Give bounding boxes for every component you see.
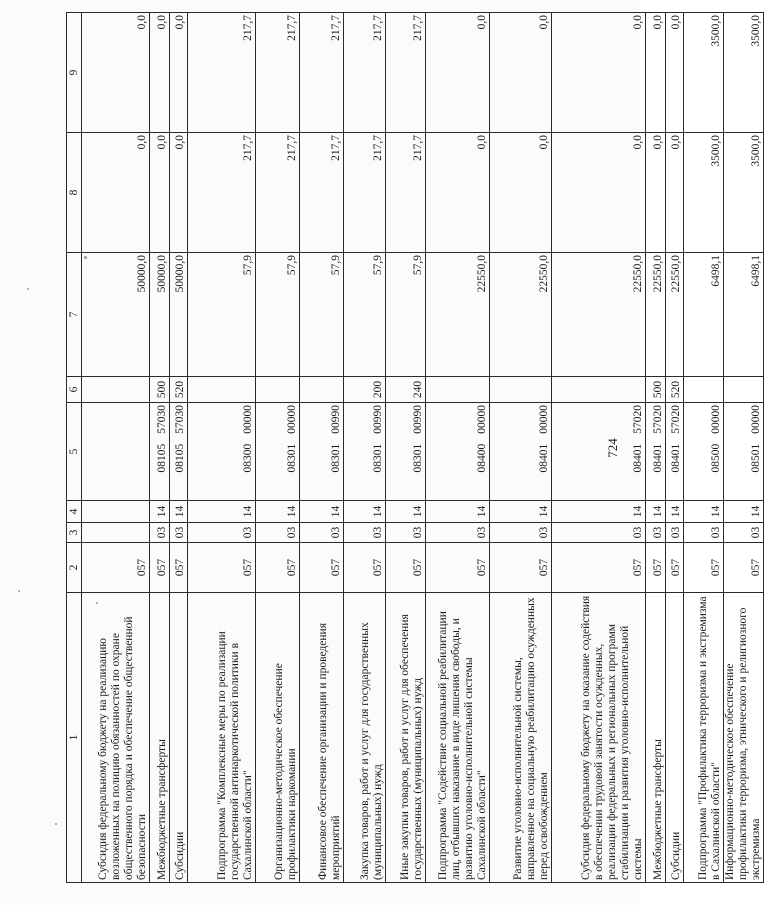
direction-code: 00000	[710, 405, 722, 434]
col-8-value: 0,0	[490, 133, 552, 253]
col-3-value: 03	[666, 523, 684, 543]
scan-speck	[55, 823, 57, 825]
target-article	[82, 403, 150, 501]
col-8-value: 0,0	[170, 133, 188, 253]
col-2-value: 057	[256, 543, 300, 593]
col-4-value: 14	[386, 501, 426, 523]
table-row	[490, 13, 552, 883]
direction-code: 00000	[242, 405, 254, 434]
col-3-value: 03	[188, 523, 256, 543]
direction-code: 00990	[412, 405, 424, 434]
col-9-value: 217,7	[300, 13, 344, 133]
col-9-value: 3500,0	[684, 13, 724, 133]
row-name: Информационно-методическое обеспечение профилактики терроризма, этнического и религиозного экстремизма	[724, 593, 764, 883]
col-2-value: 057	[82, 543, 150, 593]
program-code: 08105	[156, 443, 168, 473]
col-7-value: 57,9	[300, 253, 344, 377]
col-9-value: 0,0	[150, 13, 170, 133]
target-article	[490, 403, 552, 501]
row-name: Организационно-методическое обеспечение профилактики наркомании	[256, 593, 300, 883]
program-code: 08501	[750, 443, 762, 473]
col-4-value: 14	[300, 501, 344, 523]
col-2-value: 057	[188, 543, 256, 593]
col-7-value: 50000,0	[170, 253, 188, 377]
col-9-value: 0,0	[426, 13, 490, 133]
col-4-value: 14	[552, 501, 646, 523]
direction-code: 00000	[538, 405, 550, 434]
col-7-value: 22550,0	[490, 253, 552, 377]
col-9-value: 0,0	[82, 13, 150, 133]
col-6-value: 200	[344, 377, 386, 403]
row-name: Межбюджетные трансферты	[150, 593, 170, 883]
col-8-value: 217,7	[256, 133, 300, 253]
direction-code: 00990	[330, 405, 342, 434]
target-article	[646, 403, 666, 501]
col-3-value: 03	[150, 523, 170, 543]
col-header: 4	[67, 501, 82, 523]
table-row	[646, 13, 666, 883]
col-9-value: 0,0	[490, 13, 552, 133]
row-name: Субсидия федеральному бюджету на реализацию возложенных на полицию обязанностей по охране общественного порядка и обеспечение общественной безопасности	[82, 593, 150, 883]
scan-speck	[18, 590, 20, 592]
direction-code: 00990	[372, 405, 384, 434]
col-2-value: 057	[646, 543, 666, 593]
col-4-value: 14	[188, 501, 256, 523]
col-7-value: 50000,0	[150, 253, 170, 377]
target-article	[386, 403, 426, 501]
direction-code: 00000	[750, 405, 762, 434]
col-8-value: 217,7	[188, 133, 256, 253]
row-name: Субсидии	[170, 593, 188, 883]
program-code: 08500	[710, 443, 722, 473]
target-article	[170, 403, 188, 501]
col-4-value: 14	[666, 501, 684, 523]
direction-code: 57030	[174, 405, 186, 434]
target-article	[666, 403, 684, 501]
col-3-value: 03	[256, 523, 300, 543]
direction-code: 57020	[632, 405, 644, 434]
col-4-value	[82, 501, 150, 523]
col-3-value	[82, 523, 150, 543]
row-name: Межбюджетные трансферты	[646, 593, 666, 883]
program-code: 08301	[286, 443, 298, 473]
target-article	[552, 403, 646, 501]
scan-speck	[84, 256, 87, 259]
table-row	[666, 13, 684, 883]
col-header: 2	[67, 543, 82, 593]
row-name: Подпрограмма "Содействие социальной реабилитации лиц, отбывших наказание в виде лишения свободы, и развитию уголовно-исполнительной системы Сахалинской области"	[426, 593, 490, 883]
direction-code: 00000	[286, 405, 298, 434]
col-3-value: 03	[386, 523, 426, 543]
col-8-value: 0,0	[646, 133, 666, 253]
col-8-value: 0,0	[666, 133, 684, 253]
col-8-value: 0,0	[426, 133, 490, 253]
table-row	[684, 13, 724, 883]
table-row	[150, 13, 170, 883]
col-6-value	[724, 377, 764, 403]
table-row	[724, 13, 764, 883]
scan-speck	[96, 602, 98, 604]
col-9-value: 217,7	[344, 13, 386, 133]
col-8-value: 217,7	[300, 133, 344, 253]
program-code: 08300	[242, 443, 254, 473]
col-header: 3	[67, 523, 82, 543]
table-body	[82, 13, 764, 883]
row-name: Иные закупки товаров, работ и услуг для обеспечения государственных (муниципальных) нужд	[386, 593, 426, 883]
target-article	[300, 403, 344, 501]
col-4-value: 14	[256, 501, 300, 523]
table-row	[344, 13, 386, 883]
col-7-value: 22550,0	[666, 253, 684, 377]
col-9-value: 217,7	[188, 13, 256, 133]
col-8-value: 217,7	[386, 133, 426, 253]
col-7-value: 57,9	[344, 253, 386, 377]
col-4-value: 14	[170, 501, 188, 523]
row-name: Закупка товаров, работ и услуг для государственных (муниципальных) нужд	[344, 593, 386, 883]
col-6-value: 500	[646, 377, 666, 403]
col-4-value: 14	[344, 501, 386, 523]
target-article	[684, 403, 724, 501]
col-header: 5	[67, 403, 82, 501]
col-9-value: 3500,0	[724, 13, 764, 133]
col-7-value: 57,9	[256, 253, 300, 377]
col-8-value: 0,0	[82, 133, 150, 253]
col-6-value	[426, 377, 490, 403]
direction-code: 57020	[670, 405, 682, 434]
col-8-value: 217,7	[344, 133, 386, 253]
col-4-value: 14	[684, 501, 724, 523]
program-code: 08401	[632, 443, 644, 473]
table-row	[300, 13, 344, 883]
row-name: Развитие уголовно-исполнительной системы, направленное на социальную реабилитацию осужденных перед освобождением	[490, 593, 552, 883]
col-6-value	[300, 377, 344, 403]
col-9-value: 0,0	[666, 13, 684, 133]
table-row	[188, 13, 256, 883]
col-4-value: 14	[646, 501, 666, 523]
col-6-value	[256, 377, 300, 403]
table-row	[82, 13, 150, 883]
col-7-value: 57,9	[386, 253, 426, 377]
col-header: 7	[67, 253, 82, 377]
program-code: 08401	[538, 443, 550, 473]
target-article	[256, 403, 300, 501]
col-6-value	[188, 377, 256, 403]
col-7-value: 50000,0	[82, 253, 150, 377]
col-8-value: 3500,0	[724, 133, 764, 253]
col-3-value: 03	[300, 523, 344, 543]
col-8-value: 3500,0	[684, 133, 724, 253]
col-6-value	[552, 377, 646, 403]
col-2-value: 057	[344, 543, 386, 593]
page-number: 724	[605, 438, 620, 458]
col-7-value: 22550,0	[552, 253, 646, 377]
col-header: 1	[67, 593, 82, 883]
col-2-value: 057	[552, 543, 646, 593]
target-article	[344, 403, 386, 501]
program-code: 08401	[652, 443, 664, 473]
col-2-value: 057	[490, 543, 552, 593]
direction-code: 57030	[156, 405, 168, 434]
row-name: Финансовое обеспечение организации и проведения мероприятий	[300, 593, 344, 883]
col-9-value: 0,0	[646, 13, 666, 133]
col-2-value: 057	[170, 543, 188, 593]
row-name: Субсидия федеральному бюджету на оказание содействия в обеспечении трудовой занятости осужденных, реализации федеральных и региональных программ стабилизации и развития уголовно-исполнительной системы	[552, 593, 646, 883]
col-6-value	[82, 377, 150, 403]
target-article	[150, 403, 170, 501]
table-row	[386, 13, 426, 883]
scan-speck	[27, 288, 29, 290]
col-9-value: 0,0	[552, 13, 646, 133]
col-3-value: 03	[646, 523, 666, 543]
col-4-value: 14	[490, 501, 552, 523]
target-article	[426, 403, 490, 501]
col-6-value: 240	[386, 377, 426, 403]
col-2-value: 057	[724, 543, 764, 593]
col-2-value: 057	[666, 543, 684, 593]
direction-code: 57020	[652, 405, 664, 434]
program-code: 08401	[670, 443, 682, 473]
col-header: 6	[67, 377, 82, 403]
table-row	[426, 13, 490, 883]
col-header: 8	[67, 133, 82, 253]
col-6-value	[490, 377, 552, 403]
col-header: 9	[67, 13, 82, 133]
col-6-value: 520	[666, 377, 684, 403]
col-7-value: 6498,1	[684, 253, 724, 377]
col-4-value: 14	[724, 501, 764, 523]
table-row	[170, 13, 188, 883]
col-6-value	[684, 377, 724, 403]
col-7-value: 6498,1	[724, 253, 764, 377]
program-code: 08301	[330, 443, 342, 473]
col-9-value: 217,7	[256, 13, 300, 133]
col-9-value: 217,7	[386, 13, 426, 133]
col-6-value: 520	[170, 377, 188, 403]
col-2-value: 057	[684, 543, 724, 593]
col-4-value: 14	[426, 501, 490, 523]
col-2-value: 057	[426, 543, 490, 593]
program-code: 08301	[412, 443, 424, 473]
target-article	[724, 403, 764, 501]
col-6-value: 500	[150, 377, 170, 403]
col-3-value: 03	[684, 523, 724, 543]
col-8-value: 0,0	[552, 133, 646, 253]
col-3-value: 03	[170, 523, 188, 543]
col-7-value: 22550,0	[646, 253, 666, 377]
header-row	[67, 13, 82, 883]
col-2-value: 057	[300, 543, 344, 593]
col-3-value: 03	[724, 523, 764, 543]
table-row	[256, 13, 300, 883]
col-3-value: 03	[552, 523, 646, 543]
table-row	[552, 13, 646, 883]
col-9-value: 0,0	[170, 13, 188, 133]
program-code: 08105	[174, 443, 186, 473]
col-7-value: 57,9	[188, 253, 256, 377]
col-8-value: 0,0	[150, 133, 170, 253]
col-3-value: 03	[426, 523, 490, 543]
row-name: Подпрограмма "Профилактика терроризма и экстремизма в Сахалинской области"	[684, 593, 724, 883]
direction-code: 00000	[476, 405, 488, 434]
row-name: Субсидии	[666, 593, 684, 883]
row-name: Подпрограмма "Комплексные меры по реализации государственной антинаркотической политики в Сахалинской области"	[188, 593, 256, 883]
col-2-value: 057	[386, 543, 426, 593]
target-article	[188, 403, 256, 501]
col-7-value: 22550,0	[426, 253, 490, 377]
budget-table	[66, 12, 764, 883]
col-4-value: 14	[150, 501, 170, 523]
program-code: 08301	[372, 443, 384, 473]
col-3-value: 03	[490, 523, 552, 543]
col-3-value: 03	[344, 523, 386, 543]
program-code: 08400	[476, 443, 488, 473]
col-2-value: 057	[150, 543, 170, 593]
